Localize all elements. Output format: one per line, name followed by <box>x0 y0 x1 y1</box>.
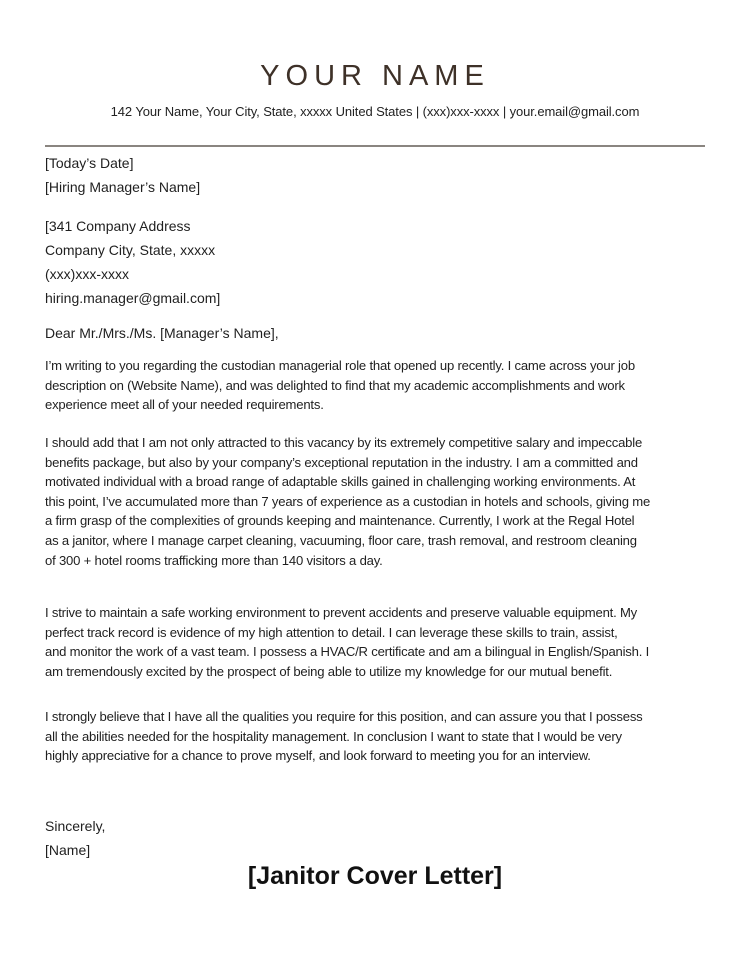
body-paragraph-3 <box>45 603 715 681</box>
hiring-manager-name: [Hiring Manager’s Name] <box>45 179 201 195</box>
date-and-manager-block <box>45 151 200 199</box>
paragraph-line: I should add that I am not only attracted to this vacancy by its extremely competitive salary and impeccable <box>45 435 643 450</box>
closing-block <box>45 814 105 862</box>
paragraph-line: experience meet all of your needed requirements. <box>45 397 324 413</box>
paragraph-line: as a janitor, where I manage carpet cleaning, vacuuming, floor care, trash removal, and restroom cleaning <box>45 532 637 548</box>
paragraph-line: and monitor the work of a vast team. I possess a HVAC/R certificate and am a bilingual in English/Spanish. I <box>45 644 650 660</box>
paragraph-line: perfect track record is evidence of my high attention to detail. I can leverage these skills to train, assist, <box>45 624 618 640</box>
company-address-block <box>45 214 220 310</box>
paragraph-line: this point, I’ve accumulated more than 7 years of experience as a custodian in hotels and schools, giving me <box>45 493 651 509</box>
salutation-text: Dear Mr./Mrs./Ms. [Manager’s Name], <box>45 325 279 341</box>
company-email-line: hiring.manager@gmail.com] <box>45 290 221 306</box>
body-paragraph-2 <box>45 433 715 570</box>
valediction: Sincerely, <box>45 818 106 834</box>
document-title: [Janitor Cover Letter] <box>247 862 503 890</box>
paragraph-line: I’m writing to you regarding the custodian managerial role that opened up recently. I came across your job <box>45 358 635 373</box>
paragraph-line: highly appreciative for a chance to prove myself, and look forward to meeting you for an interview. <box>45 748 591 764</box>
paragraph-line: benefits package, but also by your company’s exceptional reputation in the industry. I am a committed and <box>45 454 638 470</box>
body-paragraph-1 <box>45 356 715 415</box>
todays-date: [Today’s Date] <box>45 155 134 171</box>
company-city-line: Company City, State, xxxxx <box>45 242 216 258</box>
header-divider <box>45 145 705 147</box>
paragraph-line: motivated individual with a broad range of adaptable skills gained in challenging working environments. At <box>45 474 636 490</box>
signature-name: [Name] <box>45 842 91 858</box>
paragraph-line: a firm grasp of the complexities of grounds keeping and maintenance. Currently, I work at the Regal Hotel <box>45 513 635 529</box>
applicant-contact-line: 142 Your Name, Your City, State, xxxxx United States | (xxx)xxx-xxxx | your.email@gmail.com <box>110 104 640 119</box>
paragraph-line: description on (Website Name), and was delighted to find that my academic accomplishments and work <box>45 377 625 393</box>
paragraph-line: am tremendously excited by the prospect of being able to utilize my knowledge for our mutual benefit. <box>45 663 613 679</box>
applicant-name: YOUR NAME <box>260 60 490 92</box>
paragraph-line: all the abilities needed for the hospitality management. In conclusion I want to state that I would be very <box>45 728 622 744</box>
paragraph-line: I strongly believe that I have all the qualities you require for this position, and can assure you that I possess <box>45 709 643 724</box>
paragraph-line: I strive to maintain a safe working environment to prevent accidents and preserve valuable equipment. My <box>45 605 638 620</box>
paragraph-line: of 300 + hotel rooms trafficking more than 140 visitors a day. <box>45 552 383 568</box>
salutation <box>45 321 279 345</box>
company-address-line: [341 Company Address <box>45 218 191 234</box>
body-paragraph-4 <box>45 707 715 766</box>
company-phone-line: (xxx)xxx-xxxx <box>45 266 129 282</box>
